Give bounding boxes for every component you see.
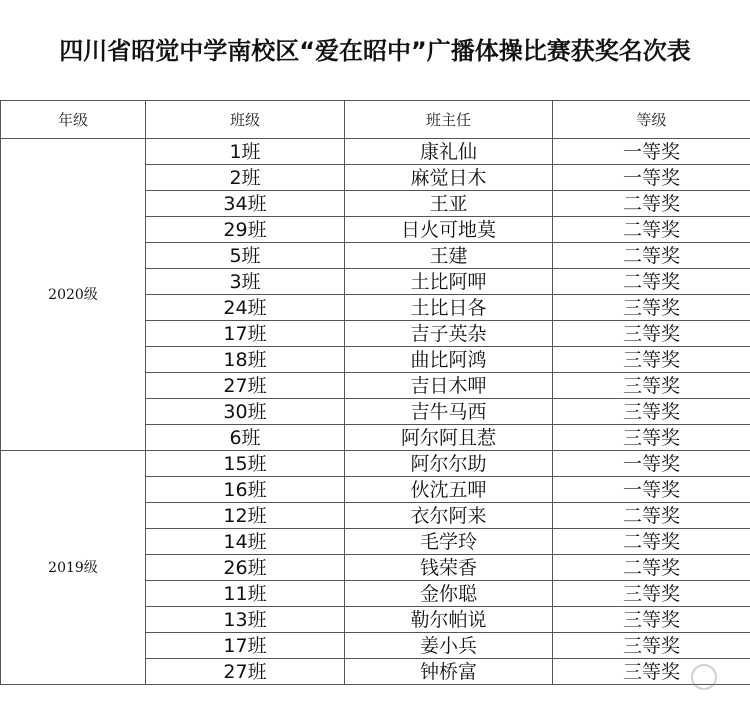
class-cell: 12班 (146, 503, 345, 529)
grade-cell: 2020级 (1, 139, 146, 451)
level-cell: 一等奖 (553, 477, 750, 503)
teacher-cell: 曲比阿鸿 (345, 347, 553, 373)
class-cell: 5班 (146, 243, 345, 269)
class-cell: 27班 (146, 659, 345, 685)
teacher-cell: 金你聪 (345, 581, 553, 607)
level-cell: 二等奖 (553, 243, 750, 269)
class-cell: 6班 (146, 425, 345, 451)
level-cell: 二等奖 (553, 503, 750, 529)
teacher-cell: 王亚 (345, 191, 553, 217)
teacher-cell: 阿尔尔助 (345, 451, 553, 477)
level-cell: 二等奖 (553, 555, 750, 581)
teacher-cell: 日火可地莫 (345, 217, 553, 243)
class-cell: 24班 (146, 295, 345, 321)
table-row (1, 451, 750, 477)
level-cell: 三等奖 (553, 321, 750, 347)
level-cell: 三等奖 (553, 373, 750, 399)
teacher-cell: 阿尔阿且惹 (345, 425, 553, 451)
level-cell: 二等奖 (553, 191, 750, 217)
level-cell: 三等奖 (553, 607, 750, 633)
level-cell: 一等奖 (553, 139, 750, 165)
level-cell: 二等奖 (553, 217, 750, 243)
class-cell: 18班 (146, 347, 345, 373)
document-title: 四川省昭觉中学南校区“爱在昭中”广播体操比赛获奖名次表 (59, 36, 691, 65)
teacher-cell: 土比阿呷 (345, 269, 553, 295)
header-teacher: 班主任 (345, 101, 553, 139)
teacher-cell: 钟桥富 (345, 659, 553, 685)
level-cell: 三等奖 (553, 347, 750, 373)
teacher-cell: 吉子英杂 (345, 321, 553, 347)
class-cell: 3班 (146, 269, 345, 295)
teacher-cell: 土比日各 (345, 295, 553, 321)
class-cell: 13班 (146, 607, 345, 633)
class-cell: 1班 (146, 139, 345, 165)
header-grade: 年级 (1, 101, 146, 139)
level-cell: 三等奖 (553, 295, 750, 321)
class-cell: 17班 (146, 321, 345, 347)
award-table (0, 100, 750, 685)
teacher-cell: 伙沈五呷 (345, 477, 553, 503)
level-cell: 三等奖 (553, 659, 750, 685)
grade-cell: 2019级 (1, 451, 146, 685)
level-cell: 三等奖 (553, 425, 750, 451)
class-cell: 29班 (146, 217, 345, 243)
class-cell: 2班 (146, 165, 345, 191)
teacher-cell: 吉日木呷 (345, 373, 553, 399)
watermark-ring-icon (691, 664, 717, 690)
class-cell: 16班 (146, 477, 345, 503)
table-body (1, 139, 750, 685)
level-cell: 三等奖 (553, 633, 750, 659)
header-row (1, 101, 750, 139)
level-cell: 一等奖 (553, 165, 750, 191)
level-cell: 三等奖 (553, 399, 750, 425)
teacher-cell: 衣尔阿来 (345, 503, 553, 529)
level-cell: 三等奖 (553, 581, 750, 607)
class-cell: 30班 (146, 399, 345, 425)
class-cell: 11班 (146, 581, 345, 607)
class-cell: 14班 (146, 529, 345, 555)
class-cell: 17班 (146, 633, 345, 659)
teacher-cell: 王建 (345, 243, 553, 269)
title-row (0, 0, 750, 101)
level-cell: 一等奖 (553, 451, 750, 477)
teacher-cell: 麻觉日木 (345, 165, 553, 191)
level-cell: 二等奖 (553, 529, 750, 555)
class-cell: 26班 (146, 555, 345, 581)
class-cell: 15班 (146, 451, 345, 477)
level-cell: 二等奖 (553, 269, 750, 295)
watermark-logo (676, 657, 736, 697)
teacher-cell: 毛学玲 (345, 529, 553, 555)
teacher-cell: 勒尔帕说 (345, 607, 553, 633)
header-level: 等级 (553, 101, 750, 139)
table-row (1, 139, 750, 165)
teacher-cell: 吉牛马西 (345, 399, 553, 425)
teacher-cell: 康礼仙 (345, 139, 553, 165)
class-cell: 27班 (146, 373, 345, 399)
teacher-cell: 钱荣香 (345, 555, 553, 581)
header-class: 班级 (146, 101, 345, 139)
teacher-cell: 姜小兵 (345, 633, 553, 659)
class-cell: 34班 (146, 191, 345, 217)
